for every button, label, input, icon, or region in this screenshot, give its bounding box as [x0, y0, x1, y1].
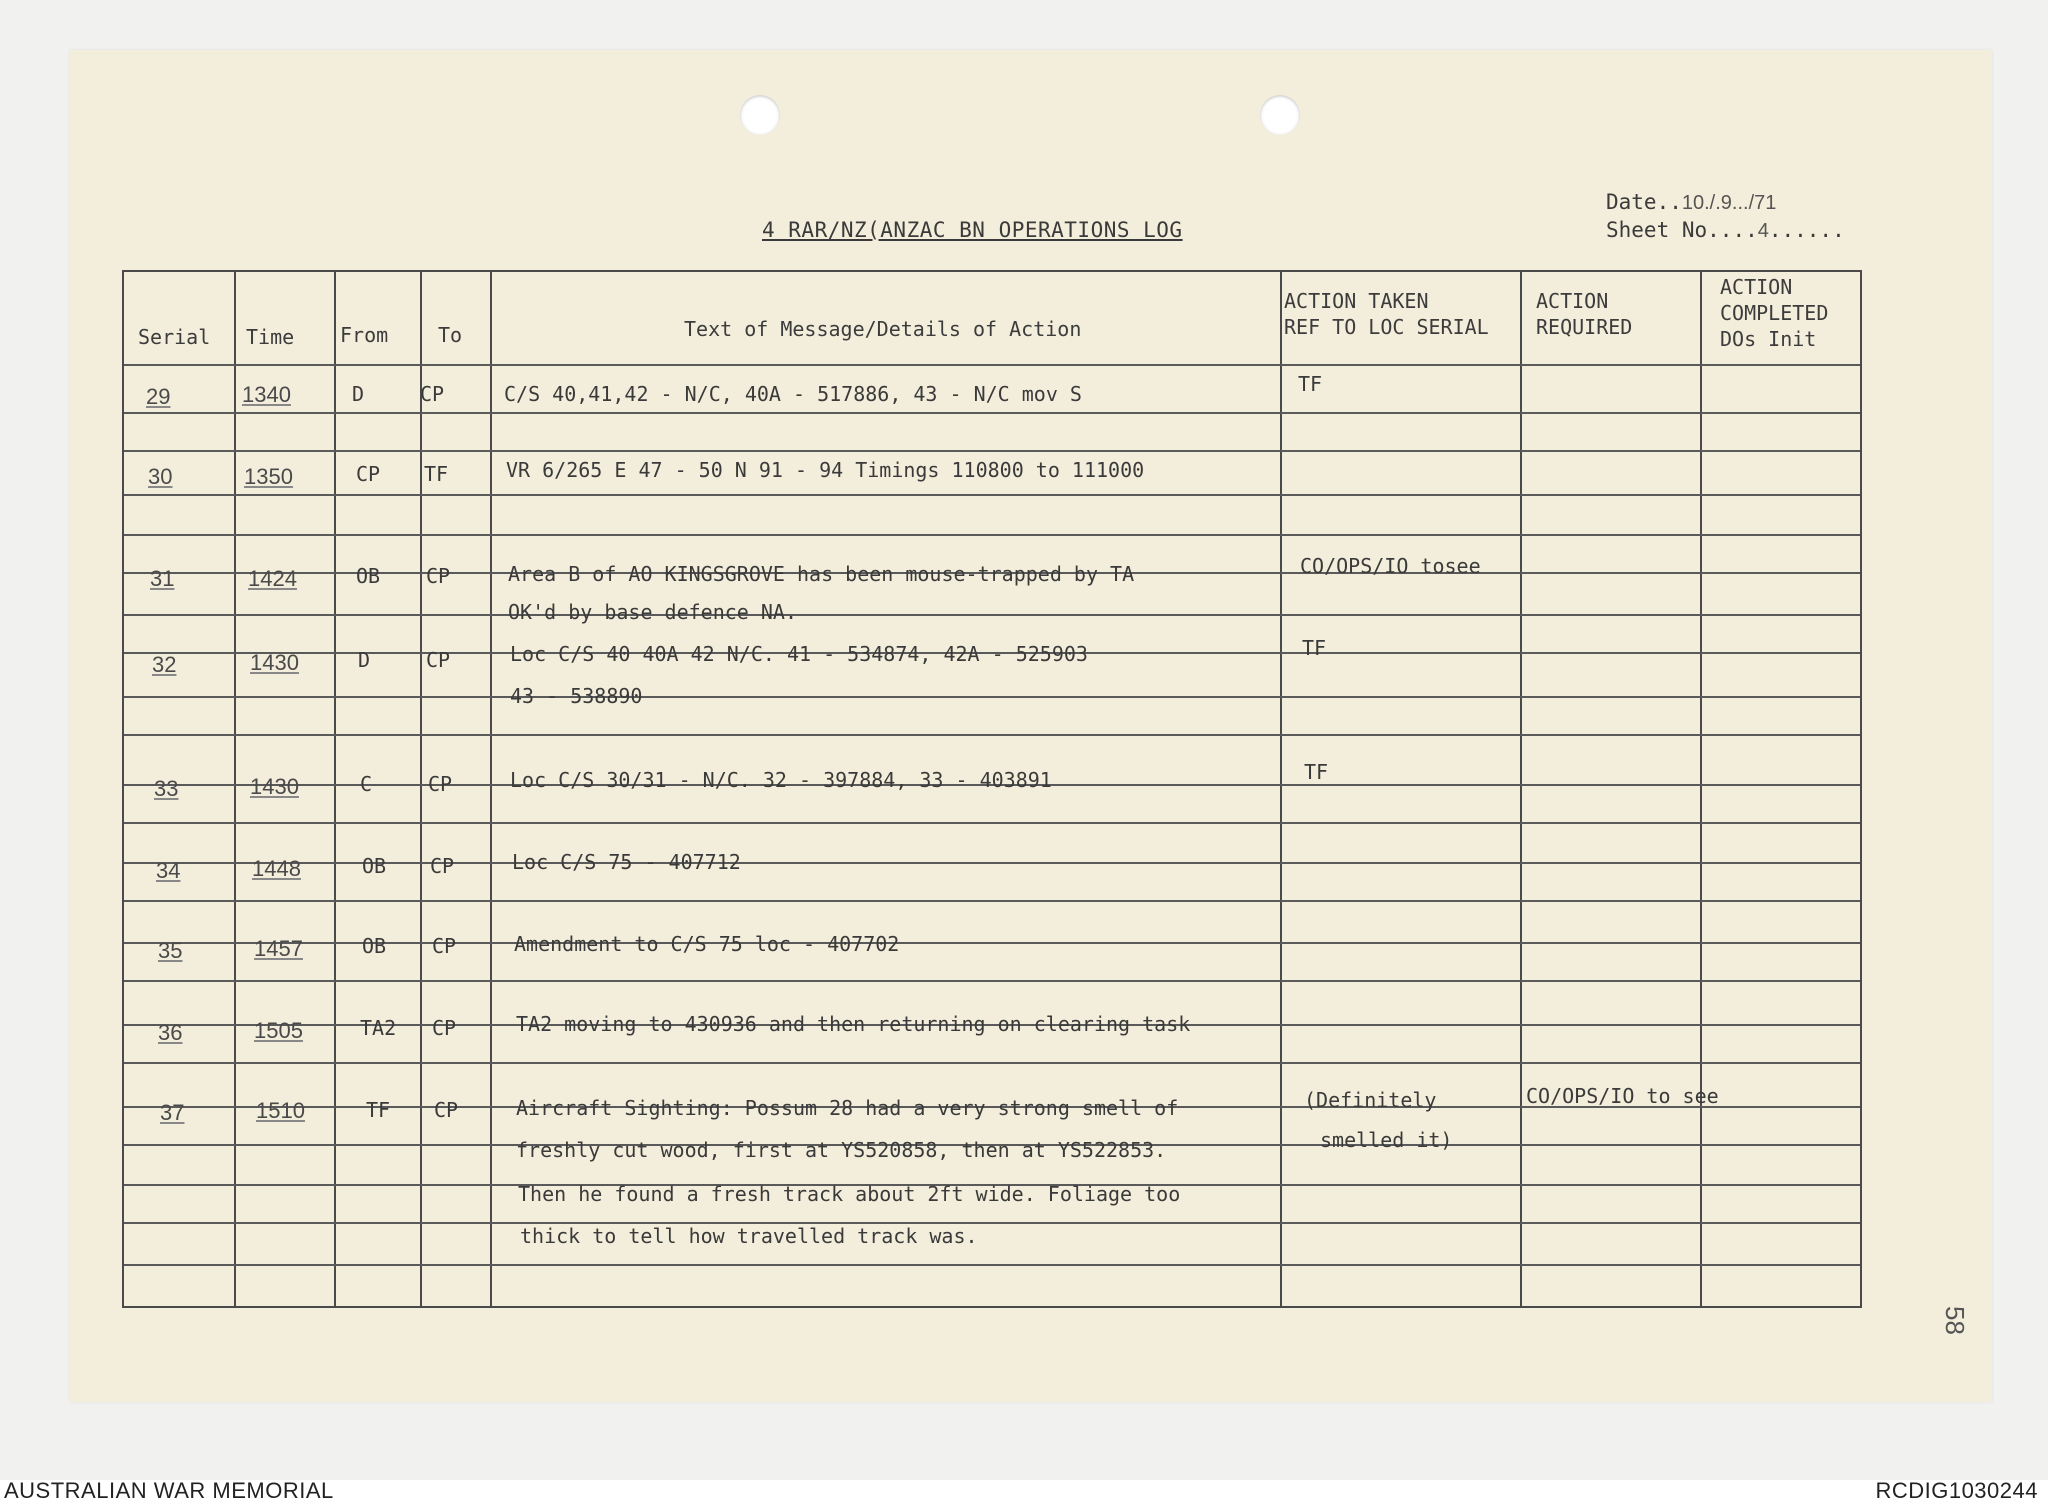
action-taken-cell: TF	[1302, 636, 1327, 660]
time-cell: 1430	[250, 650, 299, 675]
time-cell: 1430	[250, 774, 299, 799]
time-cell: 1424	[248, 566, 297, 591]
message-line: freshly cut wood, first at YS520858, then at YS522853.	[516, 1138, 1167, 1162]
to-cell: CP	[426, 564, 451, 588]
time-cell: 1457	[254, 936, 303, 961]
sheet-label: Sheet No	[1606, 218, 1708, 242]
serial-cell: 35	[158, 938, 183, 963]
to-cell: CP	[430, 854, 455, 878]
action-required-cell: CO/OPS/IO to see	[1526, 1084, 1719, 1108]
message-line: Loc C/S 30/31 - N/C. 32 - 397884, 33 - 403891	[510, 768, 1052, 792]
sheet-value: 4	[1757, 220, 1769, 242]
header-action-taken-2: REF TO LOC SERIAL	[1284, 315, 1489, 339]
header-action-completed-2: COMPLETED	[1720, 301, 1829, 325]
from-cell: TA2	[360, 1016, 397, 1040]
header-action-completed-1: ACTION	[1720, 275, 1793, 299]
message-line: Then he found a fresh track about 2ft wide. Foliage too	[518, 1182, 1181, 1206]
from-cell: D	[358, 648, 371, 672]
serial-cell: 36	[158, 1020, 183, 1045]
action-taken-cell: TF	[1298, 372, 1323, 396]
to-cell: TF	[424, 462, 449, 486]
footer-record-id: RCDIG1030244	[1875, 1478, 2038, 1503]
header-to: To	[438, 323, 463, 347]
message-line: Aircraft Sighting: Possum 28 had a very strong smell of	[516, 1096, 1179, 1120]
to-cell: CP	[428, 772, 453, 796]
header-action-completed-3: DOs Init	[1720, 327, 1817, 351]
to-cell: CP	[432, 934, 457, 958]
header-serial: Serial	[138, 325, 211, 349]
message-line: Loc C/S 40 40A 42 N/C. 41 - 534874, 42A - 525903	[510, 642, 1088, 666]
serial-cell: 31	[150, 566, 175, 591]
action-taken-cell: smelled it)	[1320, 1128, 1453, 1152]
to-cell: CP	[426, 648, 451, 672]
serial-cell: 32	[152, 652, 177, 677]
sheet-line: Sheet No....4......	[1606, 218, 1845, 242]
from-cell: OB	[356, 564, 381, 588]
operations-log-table	[122, 270, 1862, 1308]
message-line: VR 6/265 E 47 - 50 N 91 - 94 Timings 110800 to 111000	[506, 458, 1145, 482]
message-line: TA2 moving to 430936 and then returning on clearing task	[516, 1012, 1191, 1036]
message-line: Area B of AO KINGSGROVE has been mouse-trapped by TA	[508, 562, 1135, 586]
time-cell: 1340	[242, 382, 291, 407]
header-time: Time	[246, 325, 295, 349]
to-cell: CP	[432, 1016, 457, 1040]
from-cell: CP	[356, 462, 381, 486]
header-text: Text of Message/Details of Action	[684, 317, 1082, 341]
folio-number: 58	[1939, 1306, 1970, 1335]
serial-cell: 34	[156, 858, 181, 883]
date-label: Date	[1606, 190, 1657, 214]
header-action-required-2: REQUIRED	[1536, 315, 1633, 339]
header-from: From	[340, 323, 389, 347]
date-value: 10./.9.../71	[1681, 192, 1777, 214]
header-action-required-1: ACTION	[1536, 289, 1609, 313]
header-action-taken-1: ACTION TAKEN	[1284, 289, 1429, 313]
message-line: C/S 40,41,42 - N/C, 40A - 517886, 43 - N/C mov S	[504, 382, 1082, 406]
serial-cell: 30	[148, 464, 173, 489]
time-cell: 1510	[256, 1098, 305, 1123]
action-taken-cell: TF	[1304, 760, 1329, 784]
punch-hole-left	[740, 95, 780, 135]
punch-hole-right	[1260, 95, 1300, 135]
message-line: Amendment to C/S 75 loc - 407702	[514, 932, 900, 956]
to-cell: CP	[434, 1098, 459, 1122]
from-cell: OB	[362, 854, 387, 878]
from-cell: OB	[362, 934, 387, 958]
from-cell: TF	[366, 1098, 391, 1122]
date-line: Date..10./.9.../71	[1606, 190, 1777, 214]
action-taken-cell: CO/OPS/IO tosee	[1300, 554, 1481, 578]
footer-archive-name: AUSTRALIAN WAR MEMORIAL	[4, 1478, 334, 1503]
from-cell: D	[352, 382, 365, 406]
message-line: OK'd by base defence NA.	[508, 600, 797, 624]
to-cell: CP	[420, 382, 445, 406]
log-title: 4 RAR/NZ(ANZAC BN OPERATIONS LOG	[762, 218, 1183, 242]
time-cell: 1505	[254, 1018, 303, 1043]
from-cell: C	[360, 772, 373, 796]
message-line: thick to tell how travelled track was.	[520, 1224, 978, 1248]
serial-cell: 29	[146, 384, 171, 409]
action-taken-cell: (Definitely	[1304, 1088, 1437, 1112]
message-line: 43 - 538890	[510, 684, 643, 708]
time-cell: 1350	[244, 464, 293, 489]
message-line: Loc C/S 75 - 407712	[512, 850, 741, 874]
serial-cell: 33	[154, 776, 179, 801]
serial-cell: 37	[160, 1100, 185, 1125]
time-cell: 1448	[252, 856, 301, 881]
